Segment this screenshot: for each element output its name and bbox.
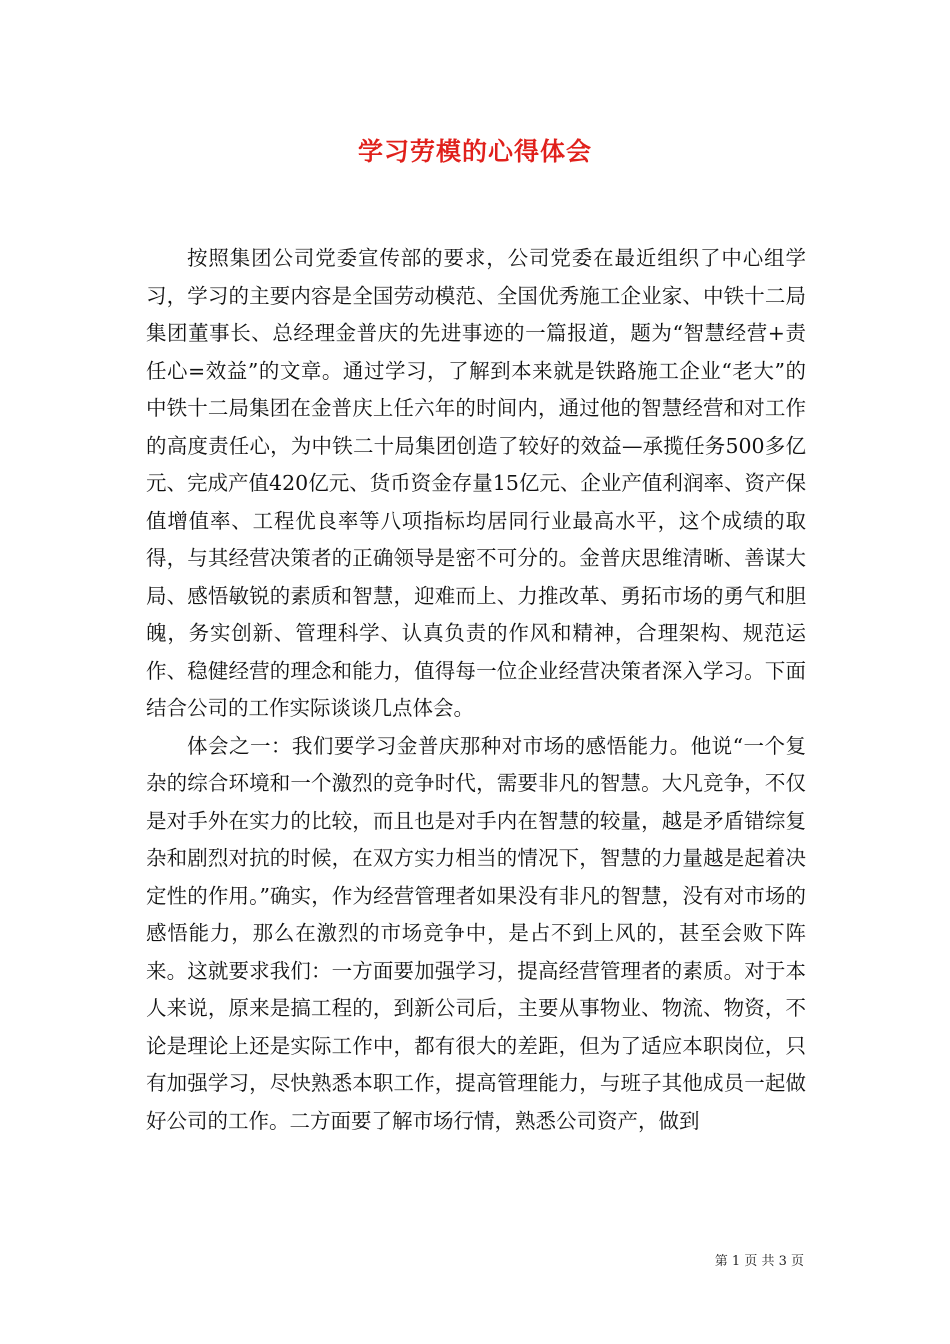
document-body [146, 240, 806, 1140]
document-title: 学习劳模的心得体会 [357, 137, 592, 166]
paragraph-2: 体会之一：我们要学习金普庆那种对市场的感悟能力。他说“一个复杂的综合环境和一个激烈的竞争时代，需要非凡的智慧。大凡竞争，不仅是对手外在实力的比较，而且也是对手内在智慧的较量，越是矛盾错综复杂和剧烈对抗的时候，在双方实力相当的情况下，智慧的力量越是起着决定性的作用。”确实，作为经营管理者如果没有非凡的智慧，没有对市场的感悟能力，那么在激烈的市场竞争中，是占不到上风的，甚至会败下阵来。这就要求我们：一方面要加强学习，提高经营管理者的素质。对于本人来说，原来是搞工程的，到新公司后，主要从事物业、物流、物资，不论是理论上还是实际工作中，都有很大的差距，但为了适应本职岗位，只有加强学习，尽快熟悉本职工作，提高管理能力，与班子其他成员一起做好公司的工作。二方面要了解市场行情，熟悉公司资产，做到 [146, 733, 806, 1133]
page-number: 第 1 页 共 3 页 [714, 1254, 804, 1269]
paragraph-1: 按照集团公司党委宣传部的要求，公司党委在最近组织了中心组学习，学习的主要内容是全国劳动模范、全国优秀施工企业家、中铁十二局集团董事长、总经理金普庆的先进事迹的一篇报道，题为“智慧经营+责任心=效益”的文章。通过学习，了解到本来就是铁路施工企业“老大”的中铁十二局集团在金普庆上任六年的时间内，通过他的智慧经营和对工作的高度责任心，为中铁二十局集团创造了较好的效益—承揽任务500多亿元、完成产值420亿元、货币资金存量15亿元、企业产值利润率、资产保值增值率、工程优良率等八项指标均居同行业最高水平，这个成绩的取得，与其经营决策者的正确领导是密不可分的。金普庆思维清晰、善谋大局、感悟敏锐的素质和智慧，迎难而上、力推改革、勇拓市场的勇气和胆魄，务实创新、管理科学、认真负责的作风和精神，合理架构、规范运作、稳健经营的理念和能力，值得每一位企业经营决策者深入学习。下面结合公司的工作实际谈谈几点体会。 [146, 246, 806, 720]
